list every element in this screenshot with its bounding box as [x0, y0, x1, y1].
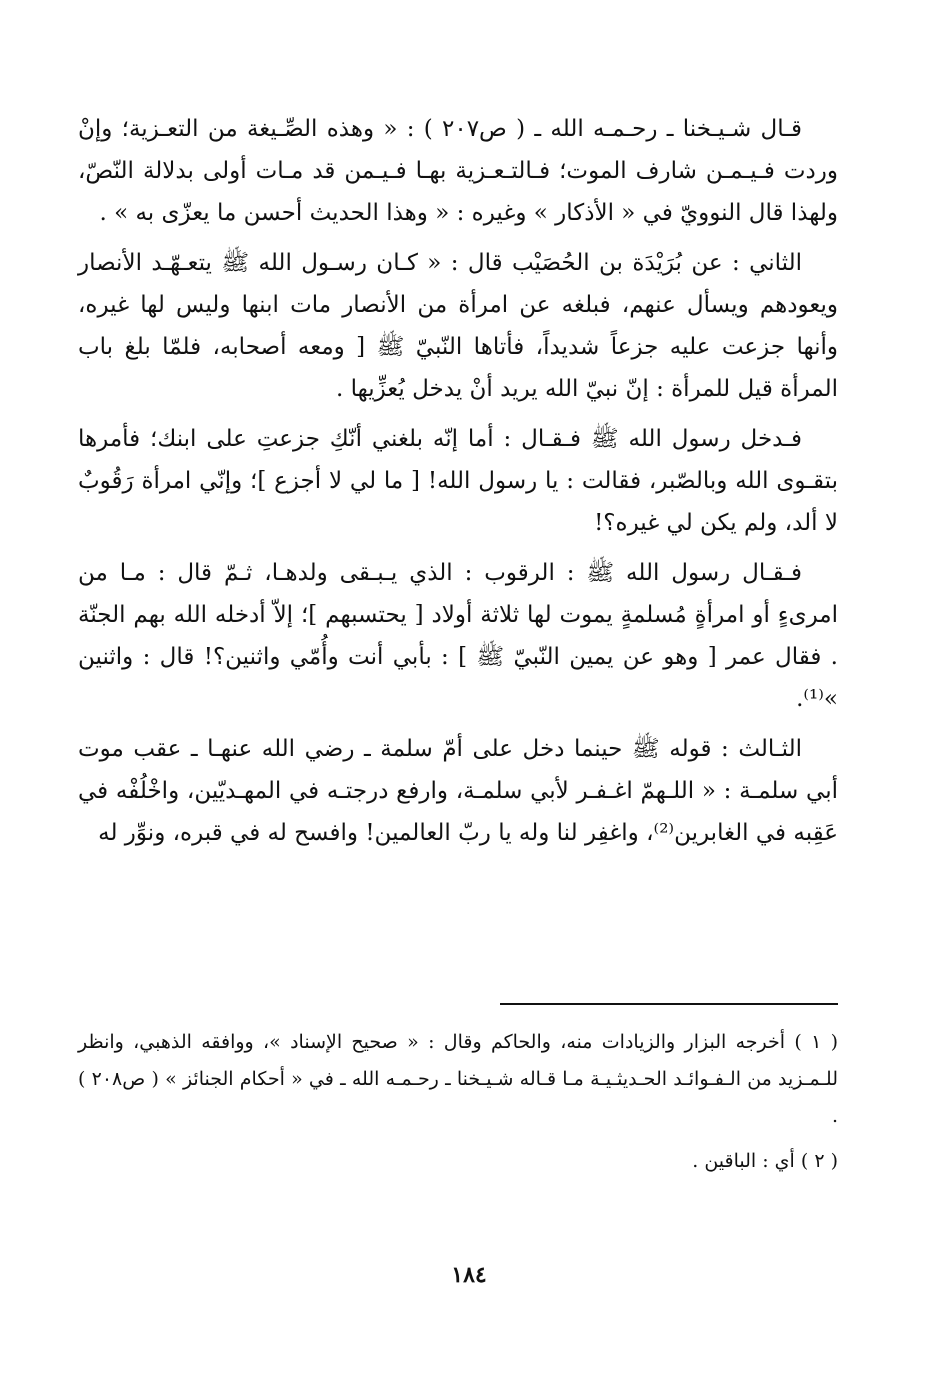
- footnote-1: ( ١ ) أخرجه البزار والزيادات منه، والحاكم وقال : « صحيح الإسناد »، ووافقه الذهبي، وانظر للـمـزيد من الـفـوائـد الحـديثـيـة مـا قـاله شـيـخنا ـ رحـمـه الله ـ في « أحكام الجنائز » ( ص٢٠٨ ) .: [78, 1031, 839, 1127]
- footnotes: [78, 1024, 838, 1188]
- paragraph-2: الثاني : عن بُرَيْدَة بن الحُصَيْب قال : « كـان رسـول الله ﷺ يتعـهّـد الأنصار ويعودهم ويسأل عنهم، فبلغه عن امرأة من الأنصار مات ابنها وليس لها غيره، وأنها جزعت عليه جزعاً شديداً، فأتاها النّبيّ ﷺ [ ومعه أصحابه، فلمّا بلغ باب المرأة قيل للمرأة : إنّ نبيّ الله يريد أنْ يدخل يُعزِّيها .: [78, 250, 838, 402]
- footnote-2: ( ٢ ) أي : الباقين .: [692, 1150, 838, 1172]
- paragraph-1: قـال شـيـخنا ـ رحـمـه الله ـ ( ص٢٠٧ ) : « وهذه الصِّـيغة من التعـزية؛ وإنْ وردت فـيـمـن شارف الموت؛ فـالتـعـزية بهـا فـيـمن قد مـات أولى بدلالة النّصّ، ولهذا قال النوويّ في « الأذكار » وغيره : « وهذا الحديث أحسن ما يعزّى به » .: [78, 116, 838, 226]
- footnote-divider: [500, 1003, 838, 1005]
- page-number: ١٨٤: [451, 1262, 487, 1288]
- paragraph-5: الثـالث : قوله ﷺ حينما دخل على أمّ سلمة ـ رضي الله عنهـا ـ عقب موت أبي سلمـة : « اللـهمّ اغـفـر لأبي سلمـة، وارفع درجتـه في المهـديّين، واخْلُفْه في عَقِبه في الغابرين⁽²⁾، واغفِر لنا وله يا ربّ العالمين! وافسح له في قبره، ونوِّر له: [78, 736, 838, 846]
- paragraph-3: فـدخل رسول الله ﷺ فـقـال : أما إنّه بلغني أنّكِ جزعتِ على ابنك؛ فأمرها بتقـوى الله وبالصّبر، فقالت : يا رسول الله! [ ما لي لا أجزع ]؛ وإنّي امرأة رَقُوبٌ لا ألد، ولم يكن لي غيره؟!: [78, 426, 838, 536]
- main-text: [78, 108, 838, 862]
- paragraph-4: فـقـال رسول الله ﷺ : الرقوب : الذي يـبـقى ولدهـا، ثـمّ قال : مـا من امرىءٍ أو امرأةٍ مُسلمةٍ يموت لها ثلاثة أولاد [ يحتسبهم ]؛ إلاّ أدخله الله بهم الجنّة . فقال عمر [ وهو عن يمين النّبيّ ﷺ ] : بأبي أنت وأُمّي واثنين؟! قال : واثنين »⁽¹⁾.: [78, 560, 838, 712]
